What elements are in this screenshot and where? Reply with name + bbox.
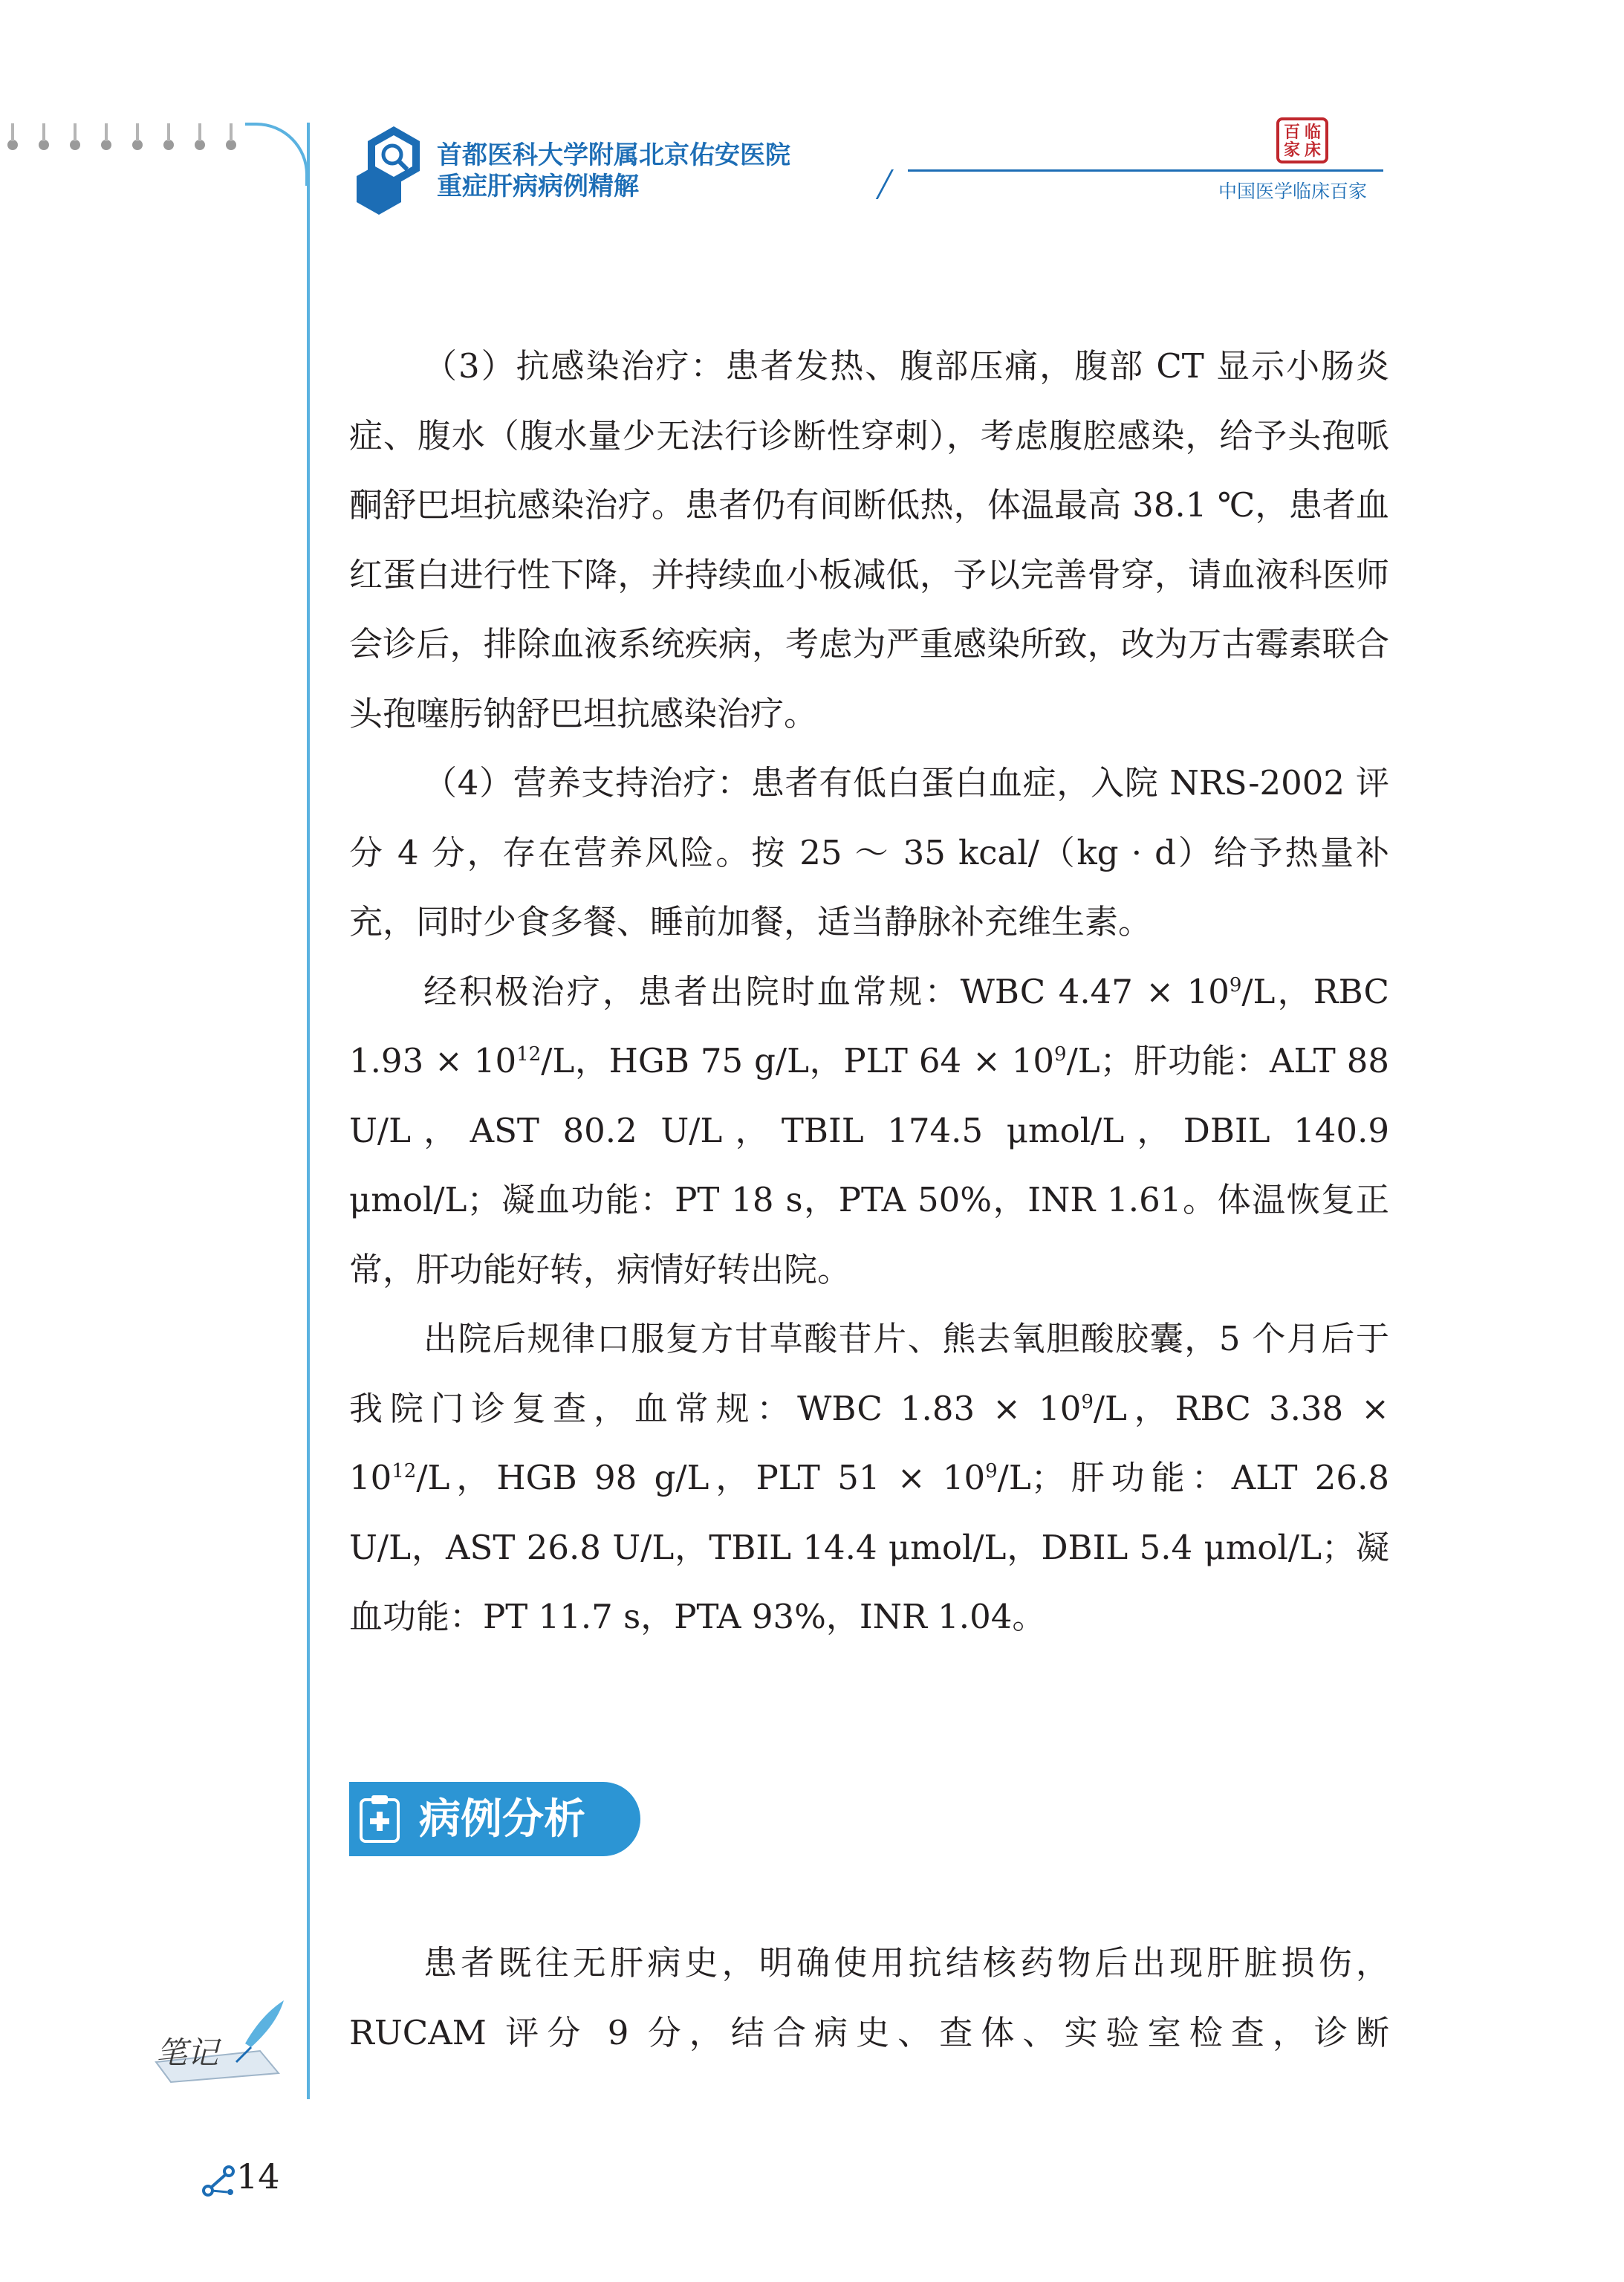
body-text [349,331,1389,1652]
clipboard-medical-icon [358,1794,401,1844]
analysis-text [349,1928,1389,2067]
paragraph-nutrition: （4）营养支持治疗：患者有低白蛋白血症，入院 NRS-2002 评分 4 分，存在营养风险。按 25 ～ 35 kcal/（kg · d）给予热量补充，同时少食多餐、睡前加餐，适当静脉补充维生素。 [349,763,1389,941]
book-title-line2: 重症肝病病例精解 [437,172,639,201]
book-title [437,140,790,202]
margin-line-curve [245,123,308,186]
paragraph-follow-up: 出院后规律口服复方甘草酸苷片、熊去氧胆酸胶囊，5 个月后于我院门诊复查，血常规：WBC $1.83 \times 10^9/L$，RBC $3.38 \times 10^{12}/L$，HGB 98 g/L，PLT $51 \times 10^9/L$；肝功能：ALT 26.8 U/L，AST 26.8 U/L，TBIL 14.4 μmol/L，DBIL 5.4 μmol/L；凝血功能：PT 11.7 s，PTA 93%，INR 1.04。 [349,1319,1389,1636]
hexagon-magnifier-logo-icon [349,119,438,223]
paragraph-anti-infection: （3）抗感染治疗：患者发热、腹部压痛，腹部 CT 显示小肠炎症、腹水（腹水量少无法行诊断性穿刺），考虑腹腔感染，给予头孢哌酮舒巴坦抗感染治疗。患者仍有间断低热，体温最高 38.1 ℃，患者血红蛋白进行性下降，并持续血小板减低，予以完善骨穿，请血液科医师会诊后，排除血液系统疾病，考虑为严重感染所致，改为万古霉素联合头孢噻肟钠舒巴坦抗感染治疗。 [349,346,1389,733]
binding-rings [0,125,245,155]
header-rule [908,169,1383,172]
series-name: 中国医学临床百家 [1218,181,1368,202]
notes-label: 笔记 [156,2035,219,2071]
margin-line [307,123,310,2099]
header-rule-slant [876,169,916,199]
book-title-line1: 首都医科大学附属北京佑安医院 [437,141,790,169]
series-seal: 百 临 家 床 [1276,117,1328,163]
paragraph-discharge: 经积极治疗，患者出院时血常规：WBC $4.47 \times 10^9/L$，RBC $1.93 \times 10^{12}/L$，HGB 75 g/L，PLT $64 \times 10^9/L$；肝功能：ALT 88 U/L，AST 80.2 U/L，TBIL 174.5 μmol/L，DBIL 140.9 μmol/L；凝血功能：PT 18 s，PTA 50%，INR 1.61。体温恢复正常，肝功能好转，病情好转出院。 [349,971,1389,1289]
paragraph-analysis: 患者既往无肝病史，明确使用抗结核药物后出现肝脏损伤，RUCAM 评分 9 分，结合病史、查体、实验室检查，诊断 [349,1943,1389,2052]
molecule-icon [201,2162,238,2200]
page-number: 14 [236,2156,280,2197]
section-heading [349,1782,640,1856]
section-title: 病例分析 [419,1795,585,1842]
